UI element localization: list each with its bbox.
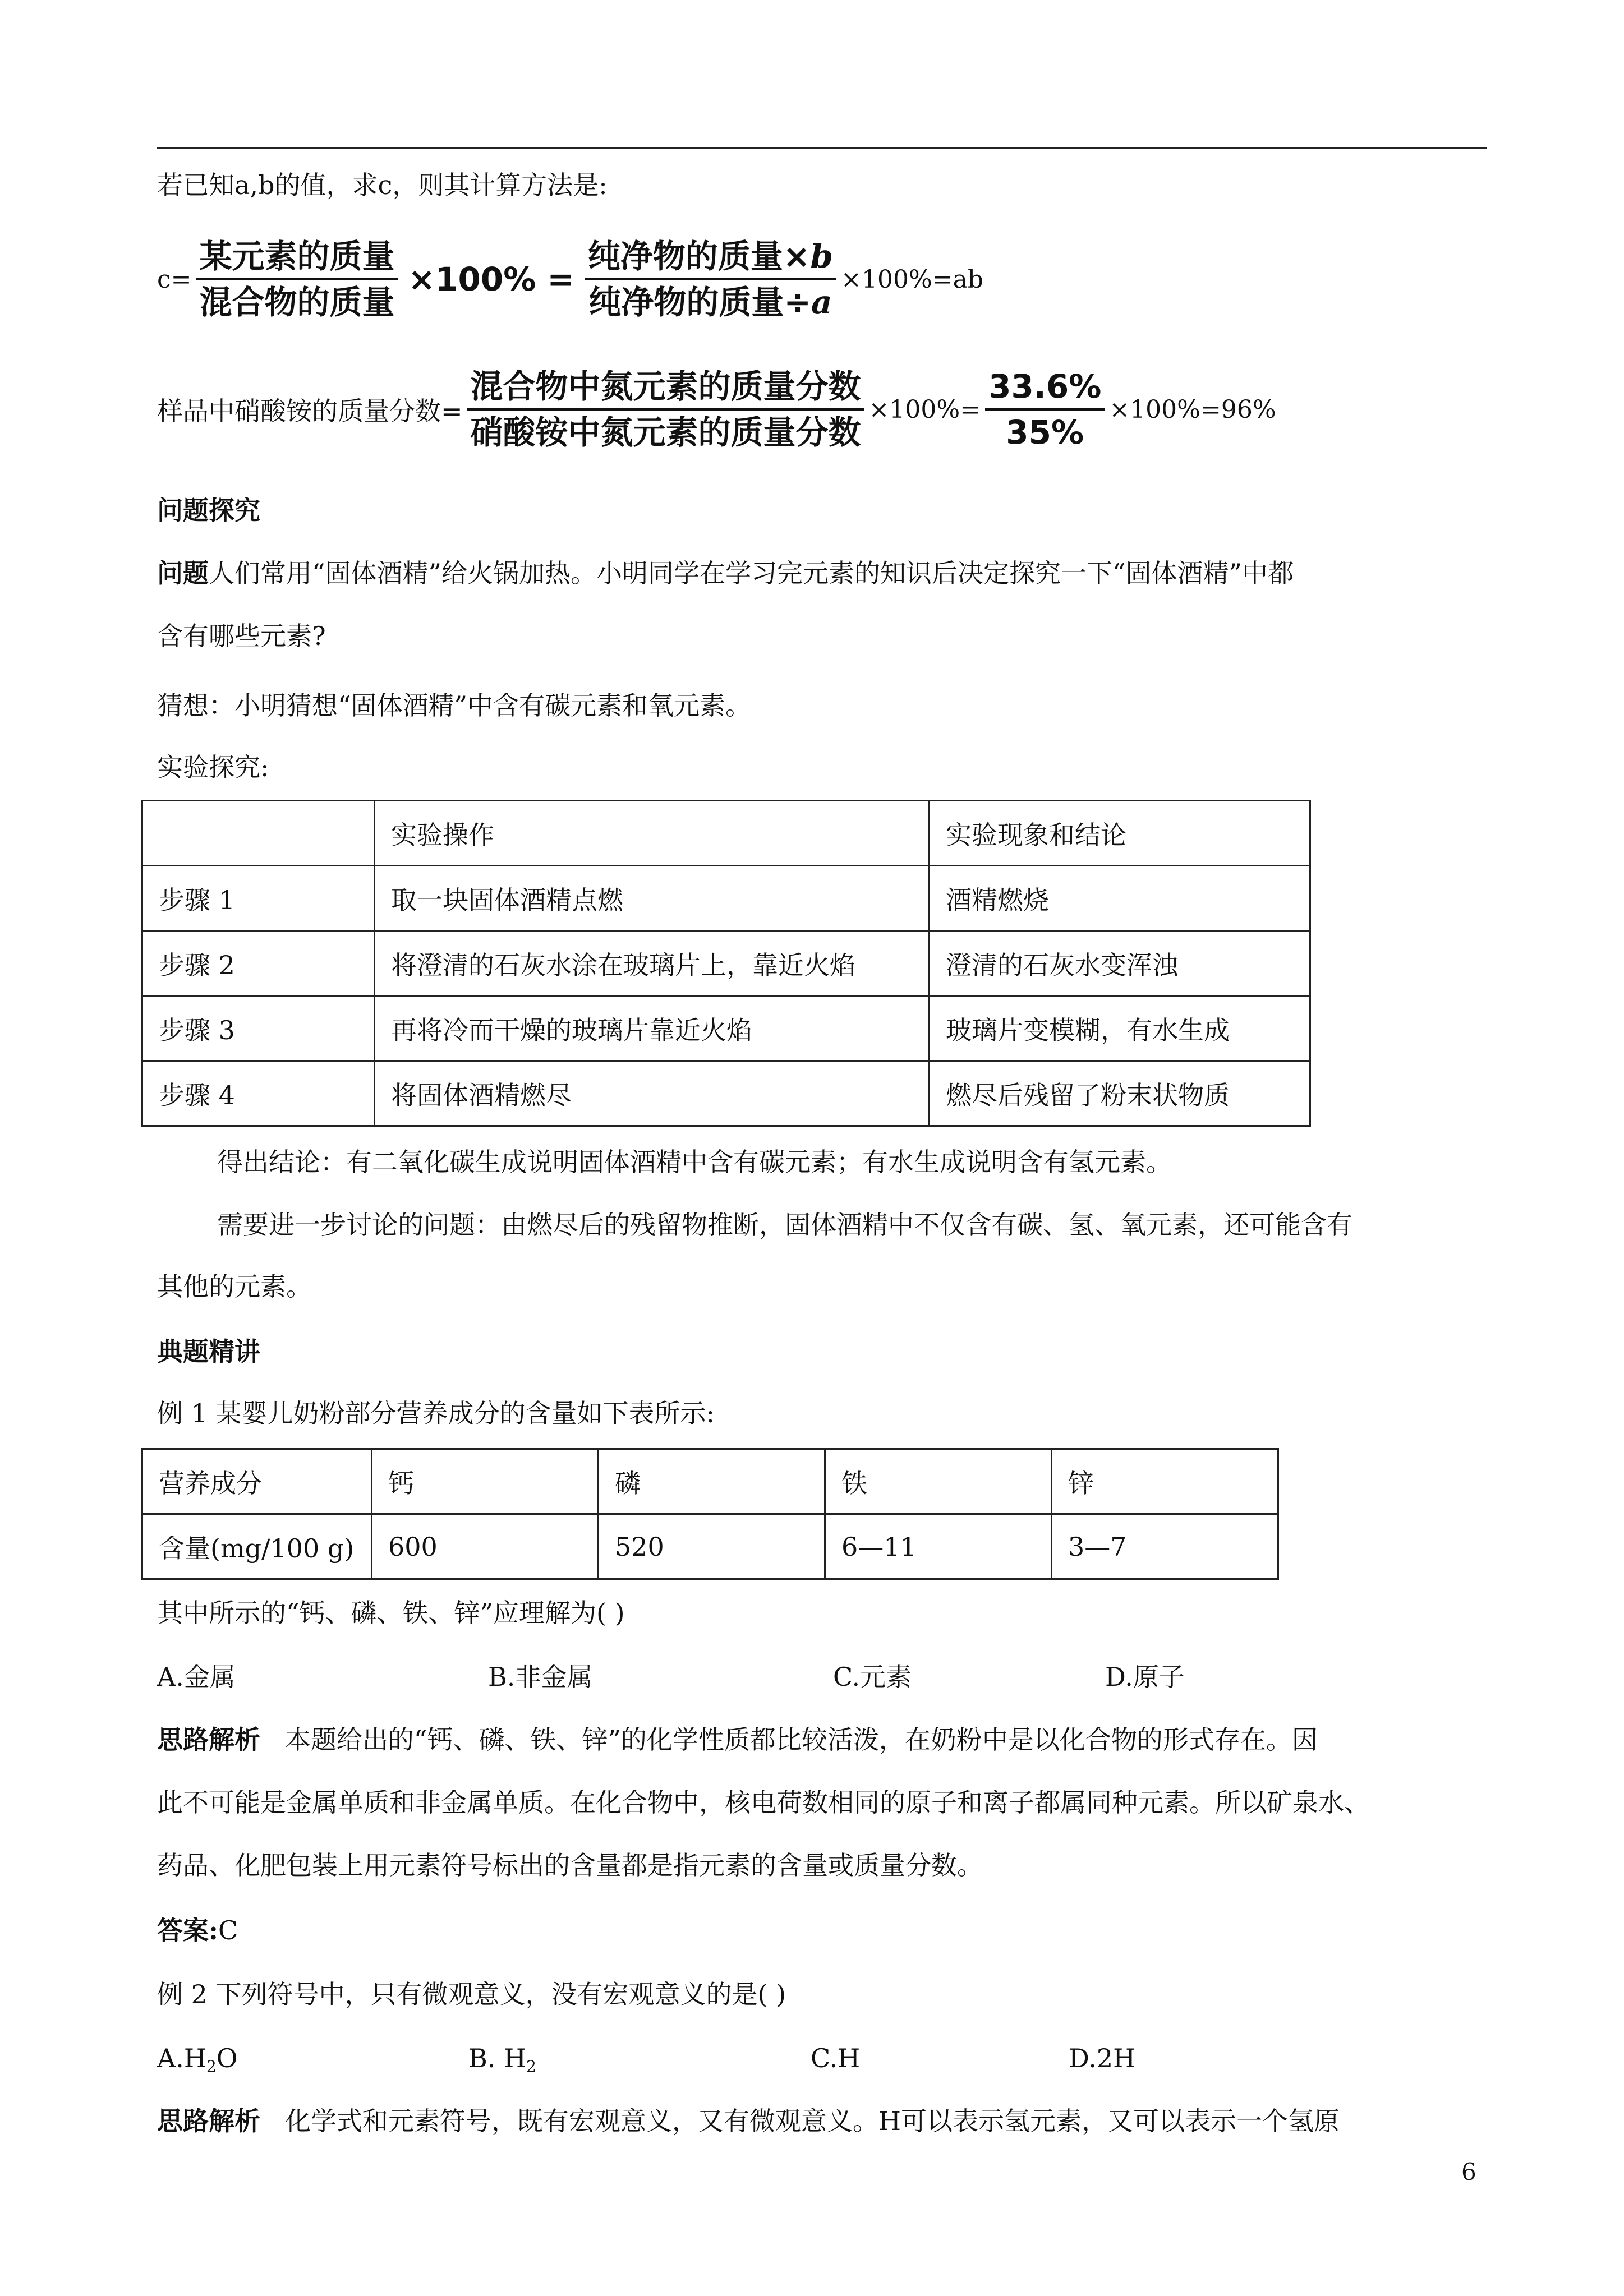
answer-value: C <box>218 1915 238 1945</box>
option-a: A.金属 <box>157 1662 236 1692</box>
option-c: C.元素 <box>833 1662 912 1692</box>
intro-text: 若已知a,b的值，求c，则其计算方法是: <box>157 170 608 200</box>
formula-ammonium-nitrate <box>157 365 1276 454</box>
example1-analysis-text-1: 本题给出的“钙、磷、铁、锌”的化学性质都比较活泼，在奶粉中是以化合物的形式存在。因 <box>284 1725 1318 1755</box>
example2-analysis-text-1: 化学式和元素符号，既有宏观意义，又有微观意义。H可以表示氢元素，又可以表示一个氢原 <box>284 2106 1340 2136</box>
table-cell: 步骤 1 <box>142 866 375 931</box>
table-cell: 再将冷而干燥的玻璃片靠近火焰 <box>375 996 930 1061</box>
table-cell <box>142 801 375 866</box>
formula1-tail: ×100%=ab <box>841 265 984 294</box>
table-cell: 将澄清的石灰水涂在玻璃片上，靠近火焰 <box>375 931 930 996</box>
formula2-frac1-numerator: 混合物中氮元素的质量分数 <box>470 367 861 405</box>
experiment-table <box>141 800 1311 1127</box>
table-header-cell: 锌 <box>1052 1449 1278 1514</box>
formula1-var-a: a <box>811 283 832 321</box>
example2-analysis-line-1 <box>157 2104 1340 2138</box>
problem-line-1 <box>157 556 1294 590</box>
example1-intro: 例 1 某婴儿奶粉部分营养成分的含量如下表所示: <box>157 1398 715 1428</box>
table-cell: 玻璃片变模糊，有水生成 <box>930 996 1310 1061</box>
table-cell: 步骤 2 <box>142 931 375 996</box>
formula2-tail: ×100%=96% <box>1109 395 1276 424</box>
table-cell: 步骤 3 <box>142 996 375 1061</box>
nutrition-table <box>141 1448 1279 1580</box>
analysis-label: 思路解析 <box>157 1725 260 1755</box>
example1-answer <box>157 1914 238 1947</box>
answer-label: 答案: <box>157 1915 218 1945</box>
formula1-frac2-den-text: 纯净物的质量÷ <box>588 283 812 321</box>
page-number: 6 <box>1461 2158 1476 2186</box>
subscript: 2 <box>206 2057 217 2076</box>
header-rule <box>157 147 1487 149</box>
problem-label: 问题 <box>157 558 209 588</box>
table-cell: 600 <box>372 1514 599 1579</box>
subscript: 2 <box>526 2057 536 2076</box>
option-c: C.H <box>811 2043 861 2073</box>
conclusion-text: 得出结论：有二氧化碳生成说明固体酒精中含有碳元素；有水生成说明含有氢元素。 <box>217 1147 1172 1177</box>
table-row <box>142 1514 1278 1579</box>
table-cell: 3—7 <box>1052 1514 1278 1579</box>
formula1-frac2-num-text: 纯净物的质量× <box>587 237 811 275</box>
option-a-suffix: O <box>216 2043 238 2073</box>
option-b <box>468 2041 536 2083</box>
formula1-lhs: c= <box>157 265 192 294</box>
formula2-frac2-denominator: 35% <box>1006 413 1084 451</box>
formula2-mid: ×100%= <box>868 395 981 424</box>
table-row <box>142 996 1310 1061</box>
formula2-frac2-numerator: 33.6% <box>988 367 1102 405</box>
formula1-fraction-1 <box>196 234 398 324</box>
table-header-cell: 磷 <box>599 1449 825 1514</box>
formula1-equals: = <box>547 260 574 298</box>
table-header-cell: 钙 <box>372 1449 599 1514</box>
table-cell: 步骤 4 <box>142 1061 375 1126</box>
option-b-prefix: B. H <box>468 2043 527 2073</box>
example1-analysis-line-2: 此不可能是金属单质和非金属单质。在化合物中，核电荷数相同的原子和离子都属同种元素。所以矿泉水、 <box>157 1787 1370 1818</box>
formula1-times100: ×100% <box>408 260 536 298</box>
table-row <box>142 1061 1310 1126</box>
table-row <box>142 1449 1278 1514</box>
table-cell: 520 <box>599 1514 825 1579</box>
problem-line-2: 含有哪些元素? <box>157 621 326 651</box>
table-cell: 取一块固体酒精点燃 <box>375 866 930 931</box>
formula1-frac1-numerator: 某元素的质量 <box>199 237 395 275</box>
table-row <box>142 866 1310 931</box>
option-b: B.非金属 <box>488 1662 593 1692</box>
formula1-frac2-numerator <box>585 234 836 278</box>
example1-analysis-line-1 <box>157 1723 1318 1756</box>
table-cell: 澄清的石灰水变浑浊 <box>930 931 1310 996</box>
discussion-line-2: 其他的元素。 <box>157 1271 312 1302</box>
formula-c <box>157 234 983 324</box>
section-heading-explore: 问题探究 <box>157 495 260 525</box>
discussion-line-1: 需要进一步讨论的问题：由燃尽后的残留物推断，固体酒精中不仅含有碳、氢、氧元素，还可能含有 <box>217 1210 1352 1240</box>
table-cell: 燃尽后残留了粉末状物质 <box>930 1061 1310 1126</box>
example1-question: 其中所示的“钙、磷、铁、锌”应理解为( ) <box>157 1598 625 1628</box>
option-d: D.原子 <box>1105 1662 1185 1692</box>
option-d: D.2H <box>1069 2043 1136 2073</box>
analysis-label: 思路解析 <box>157 2106 260 2136</box>
formula2-frac1-denominator: 硝酸铵中氮元素的质量分数 <box>470 413 861 451</box>
table-cell: 6—11 <box>825 1514 1052 1579</box>
experiment-label: 实验探究: <box>157 752 269 782</box>
table-cell: 将固体酒精燃尽 <box>375 1061 930 1126</box>
example1-analysis-line-3: 药品、化肥包装上用元素符号标出的含量都是指元素的含量或质量分数。 <box>157 1850 983 1880</box>
table-header-cell: 实验操作 <box>375 801 930 866</box>
table-header-cell: 营养成分 <box>142 1449 372 1514</box>
table-cell: 酒精燃烧 <box>930 866 1310 931</box>
formula1-frac1-denominator: 混合物的质量 <box>199 283 395 321</box>
formula1-frac2-denominator <box>585 280 835 324</box>
guess-text: 猜想：小明猜想“固体酒精”中含有碳元素和氧元素。 <box>157 690 752 721</box>
table-row <box>142 801 1310 866</box>
formula2-fraction-2 <box>985 365 1105 454</box>
formula2-fraction-1 <box>467 365 864 454</box>
formula1-var-b: b <box>810 237 834 275</box>
formula1-fraction-2 <box>585 234 836 324</box>
table-header-cell: 铁 <box>825 1449 1052 1514</box>
option-a-prefix: A.H <box>157 2043 206 2073</box>
formula2-lhs: 样品中硝酸铵的质量分数= <box>157 396 463 426</box>
option-a <box>157 2041 238 2083</box>
table-header-cell: 实验现象和结论 <box>930 801 1310 866</box>
problem-text-1: 人们常用“固体酒精”给火锅加热。小明同学在学习完元素的知识后决定探究一下“固体酒精”中都 <box>209 558 1294 588</box>
example2-question: 例 2 下列符号中，只有微观意义，没有宏观意义的是( ) <box>157 1979 786 2009</box>
table-cell: 含量(mg/100 g) <box>142 1514 372 1579</box>
table-row <box>142 931 1310 996</box>
section-heading-examples: 典题精讲 <box>157 1336 260 1367</box>
